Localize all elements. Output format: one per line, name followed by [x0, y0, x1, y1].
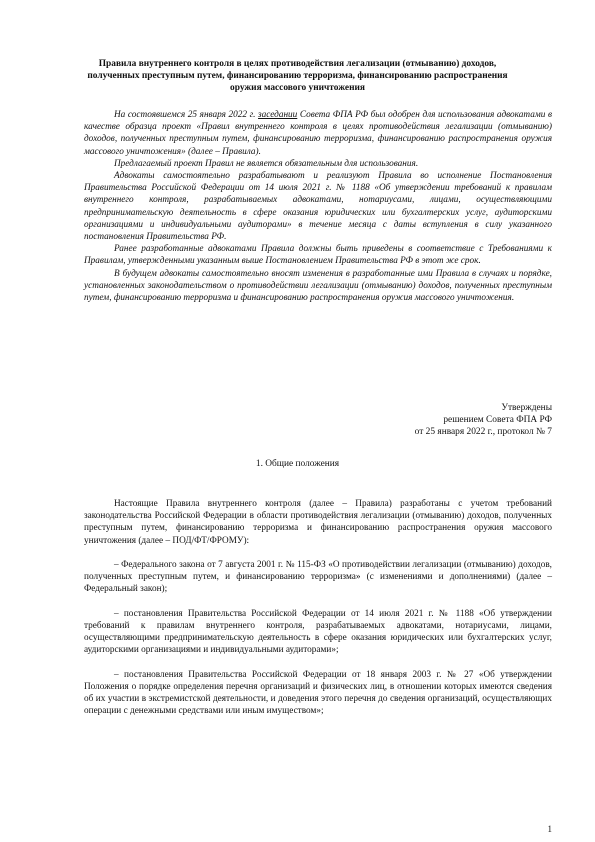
intro-text: Совета ФПА РФ был одобрен для использования адвокатами в качестве образца проект «Правил внутреннего контроля в целях противодействия легализации (отмыванию) доходов, полученных преступным путем, финансированию терроризма, финансированию распространения оружия массового уничтожения» (далее – Правила). [84, 110, 552, 157]
approval-line: Утверждены [501, 403, 552, 413]
intro-paragraph: Предлагаемый проект Правил не является обязательным для использования. [114, 158, 419, 169]
approval-block [292, 402, 552, 438]
body-paragraph: – Федерального закона от 7 августа 2001 г. № 115-ФЗ «О противодействии легализации (отмыванию) доходов, полученных преступным путем, и финансированию терроризма» (с изменениями и дополнениями) (далее – Федеральный закон); [84, 560, 552, 595]
intro-paragraph: Адвокаты самостоятельно разрабатывают и реализуют Правила во исполнение Постановления Правительства Российской Федерации от 14 июля 2021 г. № 1188 «Об утверждении требований к правилам внутреннего контроля, разрабатываемых адвокатами, нотариусами, лицами, осуществляющими предпринимательскую деятельность в сфере оказания юридических или бухгалтерских услуг, аудиторскими организациями и индивидуальными аудиторами» в течение месяца с даты вступления в силу указанного постановления Правительства РФ. [84, 171, 552, 243]
approval-line: решением Совета ФПА РФ [443, 415, 552, 426]
body-paragraph: – постановления Правительства Российской Федерации от 18 января 2003 г. № 27 «Об утверждении Положения о порядке определения перечня организаций и физических лиц, в отношении которых имеются сведения об их участии в экстремистской деятельности, и доведения этого перечня до сведения организаций, осуществляющих операции с денежными средствами или иным имуществом»; [84, 669, 552, 717]
meeting-link[interactable]: заседании [258, 110, 298, 120]
intro-paragraph [84, 109, 552, 158]
intro-text: На состоявшемся 25 января 2022 г. [114, 110, 259, 120]
intro-note [84, 109, 552, 304]
document-title: Правила внутреннего контроля в целях противодействия легализации (отмыванию) доходов, полученных преступным путем, финансированию терроризма, финансированию распространения оружия массового уничтожения [87, 59, 508, 94]
body-paragraph: Настоящие Правила внутреннего контроля (далее – Правила) разработаны с учетом требований законодательства Российской Федерации в области противодействия легализации (отмыванию) доходов, полученных преступным путем, финансированию терроризма и финансированию распространения оружия массового уничтожения (далее – ПОД/ФТ/ФРОМУ): [84, 499, 552, 546]
approval-line: от 25 января 2022 г., протокол № 7 [414, 427, 552, 438]
intro-paragraph: В будущем адвокаты самостоятельно вносят изменения в разработанные ими Правила в случаях и порядке, установленных законодательством о противодействии легализации (отмыванию) доходов, полученных преступным путем, финансированию терроризма и финансированию распространения оружия массового уничтожения. [84, 268, 552, 304]
body-paragraph: – постановления Правительства Российской Федерации от 14 июля 2021 г. № 1188 «Об утверждении требований к правилам внутреннего контроля, разрабатываемых адвокатами, нотариусами, лицами, осуществляющими предпринимательскую деятельность в сфере оказания юридических или бухгалтерских услуг, аудиторскими организациями и индивидуальными аудиторами»; [84, 608, 552, 656]
section-heading: 1. Общие положения [255, 459, 340, 469]
intro-paragraph: Ранее разработанные адвокатами Правила должны быть приведены в соответствие с Требованиями к Правилам, утвержденными указанным выше Постановлением Правительства РФ в этот же срок. [84, 244, 552, 267]
body-text [84, 498, 552, 730]
page-number: 1 [547, 824, 552, 834]
